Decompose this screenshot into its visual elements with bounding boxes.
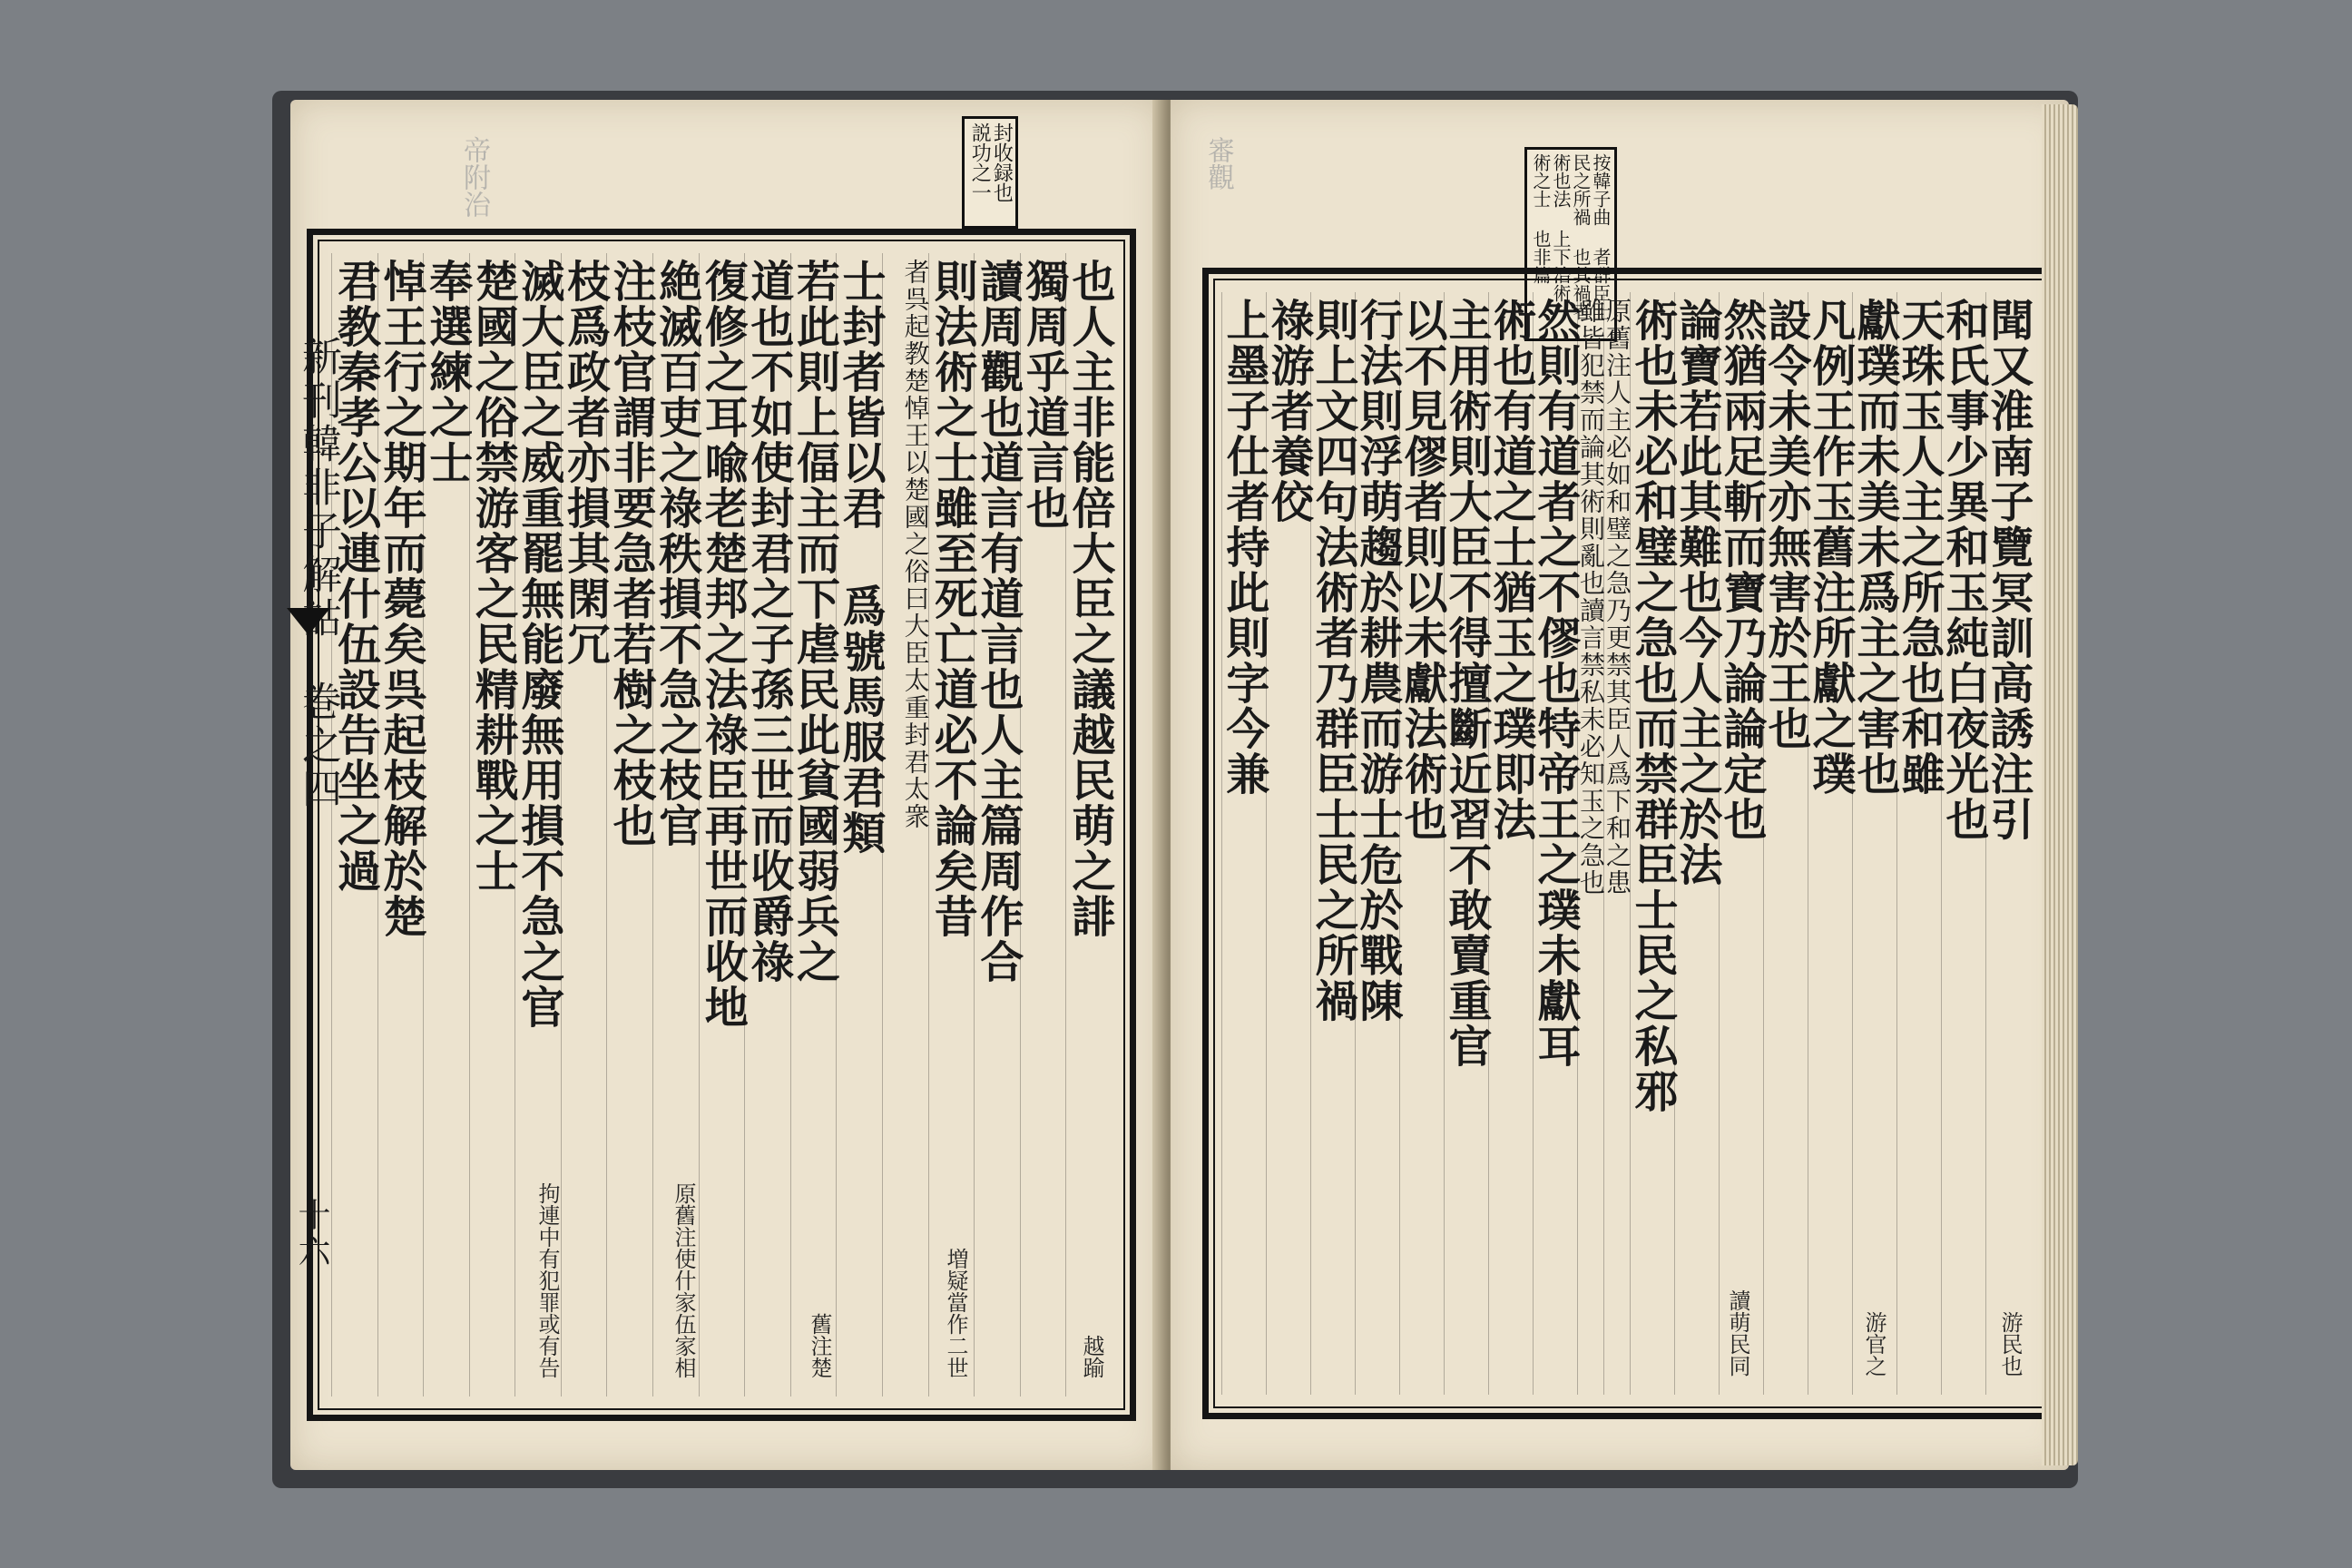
spine-title: 新刊韓非子解詁 — [295, 336, 341, 641]
text-column: 祿游者養佼 — [1266, 292, 1310, 1395]
text-column: 讀周觀也道言有道言也人主篇周作合 — [974, 253, 1020, 1396]
text-column: 獨周乎道言也 — [1020, 253, 1066, 1396]
interlinear-gloss: 讀萌民同 — [1725, 1289, 1750, 1377]
text-column: 主用術則大臣不得擅斷近習不敢賣重官 — [1444, 292, 1488, 1395]
text-column: 論寶若此其難也今人主之於法 — [1674, 292, 1719, 1395]
text-column: 奉選練之士 — [423, 253, 469, 1396]
text-column: 行法則浮萌趨於耕農而游士危於戰陳 — [1355, 292, 1399, 1395]
interlinear-gloss: 游民也 — [1997, 1311, 2023, 1377]
text-column: 者呉起教楚悼王以楚國之俗曰大臣太重封君太衆 — [882, 253, 928, 1396]
interlinear-gloss: 游官之 — [1861, 1311, 1886, 1377]
folio-number: 十六 — [293, 1198, 330, 1270]
text-column: 術也未必和璧之急也而禁群臣士民之私邪 — [1630, 292, 1674, 1395]
text-column: 若此則上偪主而下虐民此貧國弱兵之 — [790, 253, 837, 1396]
text-frame-right — [1202, 268, 2054, 1419]
bleed-through-text: 審觀 — [1202, 136, 1234, 191]
text-column: 道也不如使封君之子孫三世而收爵祿 — [744, 253, 790, 1396]
text-columns-right — [1219, 292, 2034, 1395]
text-column: 也人主非能倍大臣之議越民萌之誹 — [1065, 253, 1112, 1396]
header-note-box: 封收録也 説功之一 — [962, 116, 1018, 229]
text-column: 然猶兩足斬而寶乃論論定也 — [1719, 292, 1763, 1395]
left-page — [290, 100, 1161, 1470]
fish-tail-marker-top — [287, 608, 330, 635]
text-column: 和氏事少異和玉純白夜光也 — [1941, 292, 1985, 1395]
text-column: 聞又淮南子覽冥訓高誘注引 — [1985, 292, 2030, 1395]
page-block-edge — [2042, 104, 2078, 1465]
text-column: 原舊注人主必如和璧之急乃更禁其臣人爲下和之患 — [1603, 292, 1630, 1395]
text-column: 設令未美亦無害於王也 — [1763, 292, 1808, 1395]
text-column: 君教秦孝公以連什伍設告坐之過 — [331, 253, 377, 1396]
bleed-through-text: 帝附治 — [458, 136, 490, 218]
text-column: 然則有道者之不僇也特帝王之璞未獻耳 — [1533, 292, 1577, 1395]
interlinear-gloss: 舊注楚 — [807, 1313, 832, 1378]
text-column: 雖皆犯禁而論其術則亂也讀言禁私未必知玉之急也 — [1577, 292, 1603, 1395]
text-column: 上墨子仕者持此則字今兼 — [1221, 292, 1266, 1395]
text-column: 凡例王作玉舊注所獻之璞 — [1808, 292, 1852, 1395]
text-column: 則法術之士雖至死亡道必不論矣昔 — [928, 253, 975, 1396]
volume-label: 巻之四 — [295, 681, 341, 811]
interlinear-gloss: 増疑當作二世 — [943, 1248, 968, 1378]
text-column: 楚國之俗禁游客之民精耕戰之士 — [469, 253, 515, 1396]
interlinear-gloss: 越踰 — [1079, 1335, 1104, 1378]
text-column: 天珠玉人主之所急也和雖 — [1896, 292, 1941, 1395]
text-column: 獻璞而未美未爲主之害也 — [1852, 292, 1896, 1395]
text-column: 術也有道之士猶玉之璞即法 — [1488, 292, 1533, 1395]
text-column: 滅大臣之威重罷無能廢無用損不急之官 — [514, 253, 561, 1396]
text-column: 以不見僇者則以未獻法術也 — [1399, 292, 1444, 1395]
header-note-box: 按韓子曲 者群臣士 民之所禍 也其禍者 術也法 上下治術 術之士 也非篇 — [1524, 147, 1617, 341]
right-page — [1171, 100, 2069, 1470]
text-column: 則上文四句法術者乃群臣士民之所禍 — [1310, 292, 1355, 1395]
text-columns-left — [329, 253, 1115, 1396]
interlinear-gloss: 拘連中有犯罪或有告 — [534, 1182, 560, 1378]
text-column: 注枝官謂非要急者若樹之枝也 — [606, 253, 652, 1396]
text-column: 復修之耳喩老楚邦之法祿臣再世而收地 — [699, 253, 745, 1396]
text-column: 枝爲政者亦損其閑冗 — [561, 253, 607, 1396]
interlinear-gloss: 原舊注使什家伍家相 — [671, 1182, 696, 1378]
text-column: 士封者皆以君 爲號馬服君類 — [836, 253, 882, 1396]
text-column: 絶滅百吏之祿秩損不急之枝官 — [652, 253, 699, 1396]
text-frame-left — [307, 229, 1136, 1421]
text-column: 悼王行之期年而薨矣呉起枝解於楚 — [377, 253, 424, 1396]
